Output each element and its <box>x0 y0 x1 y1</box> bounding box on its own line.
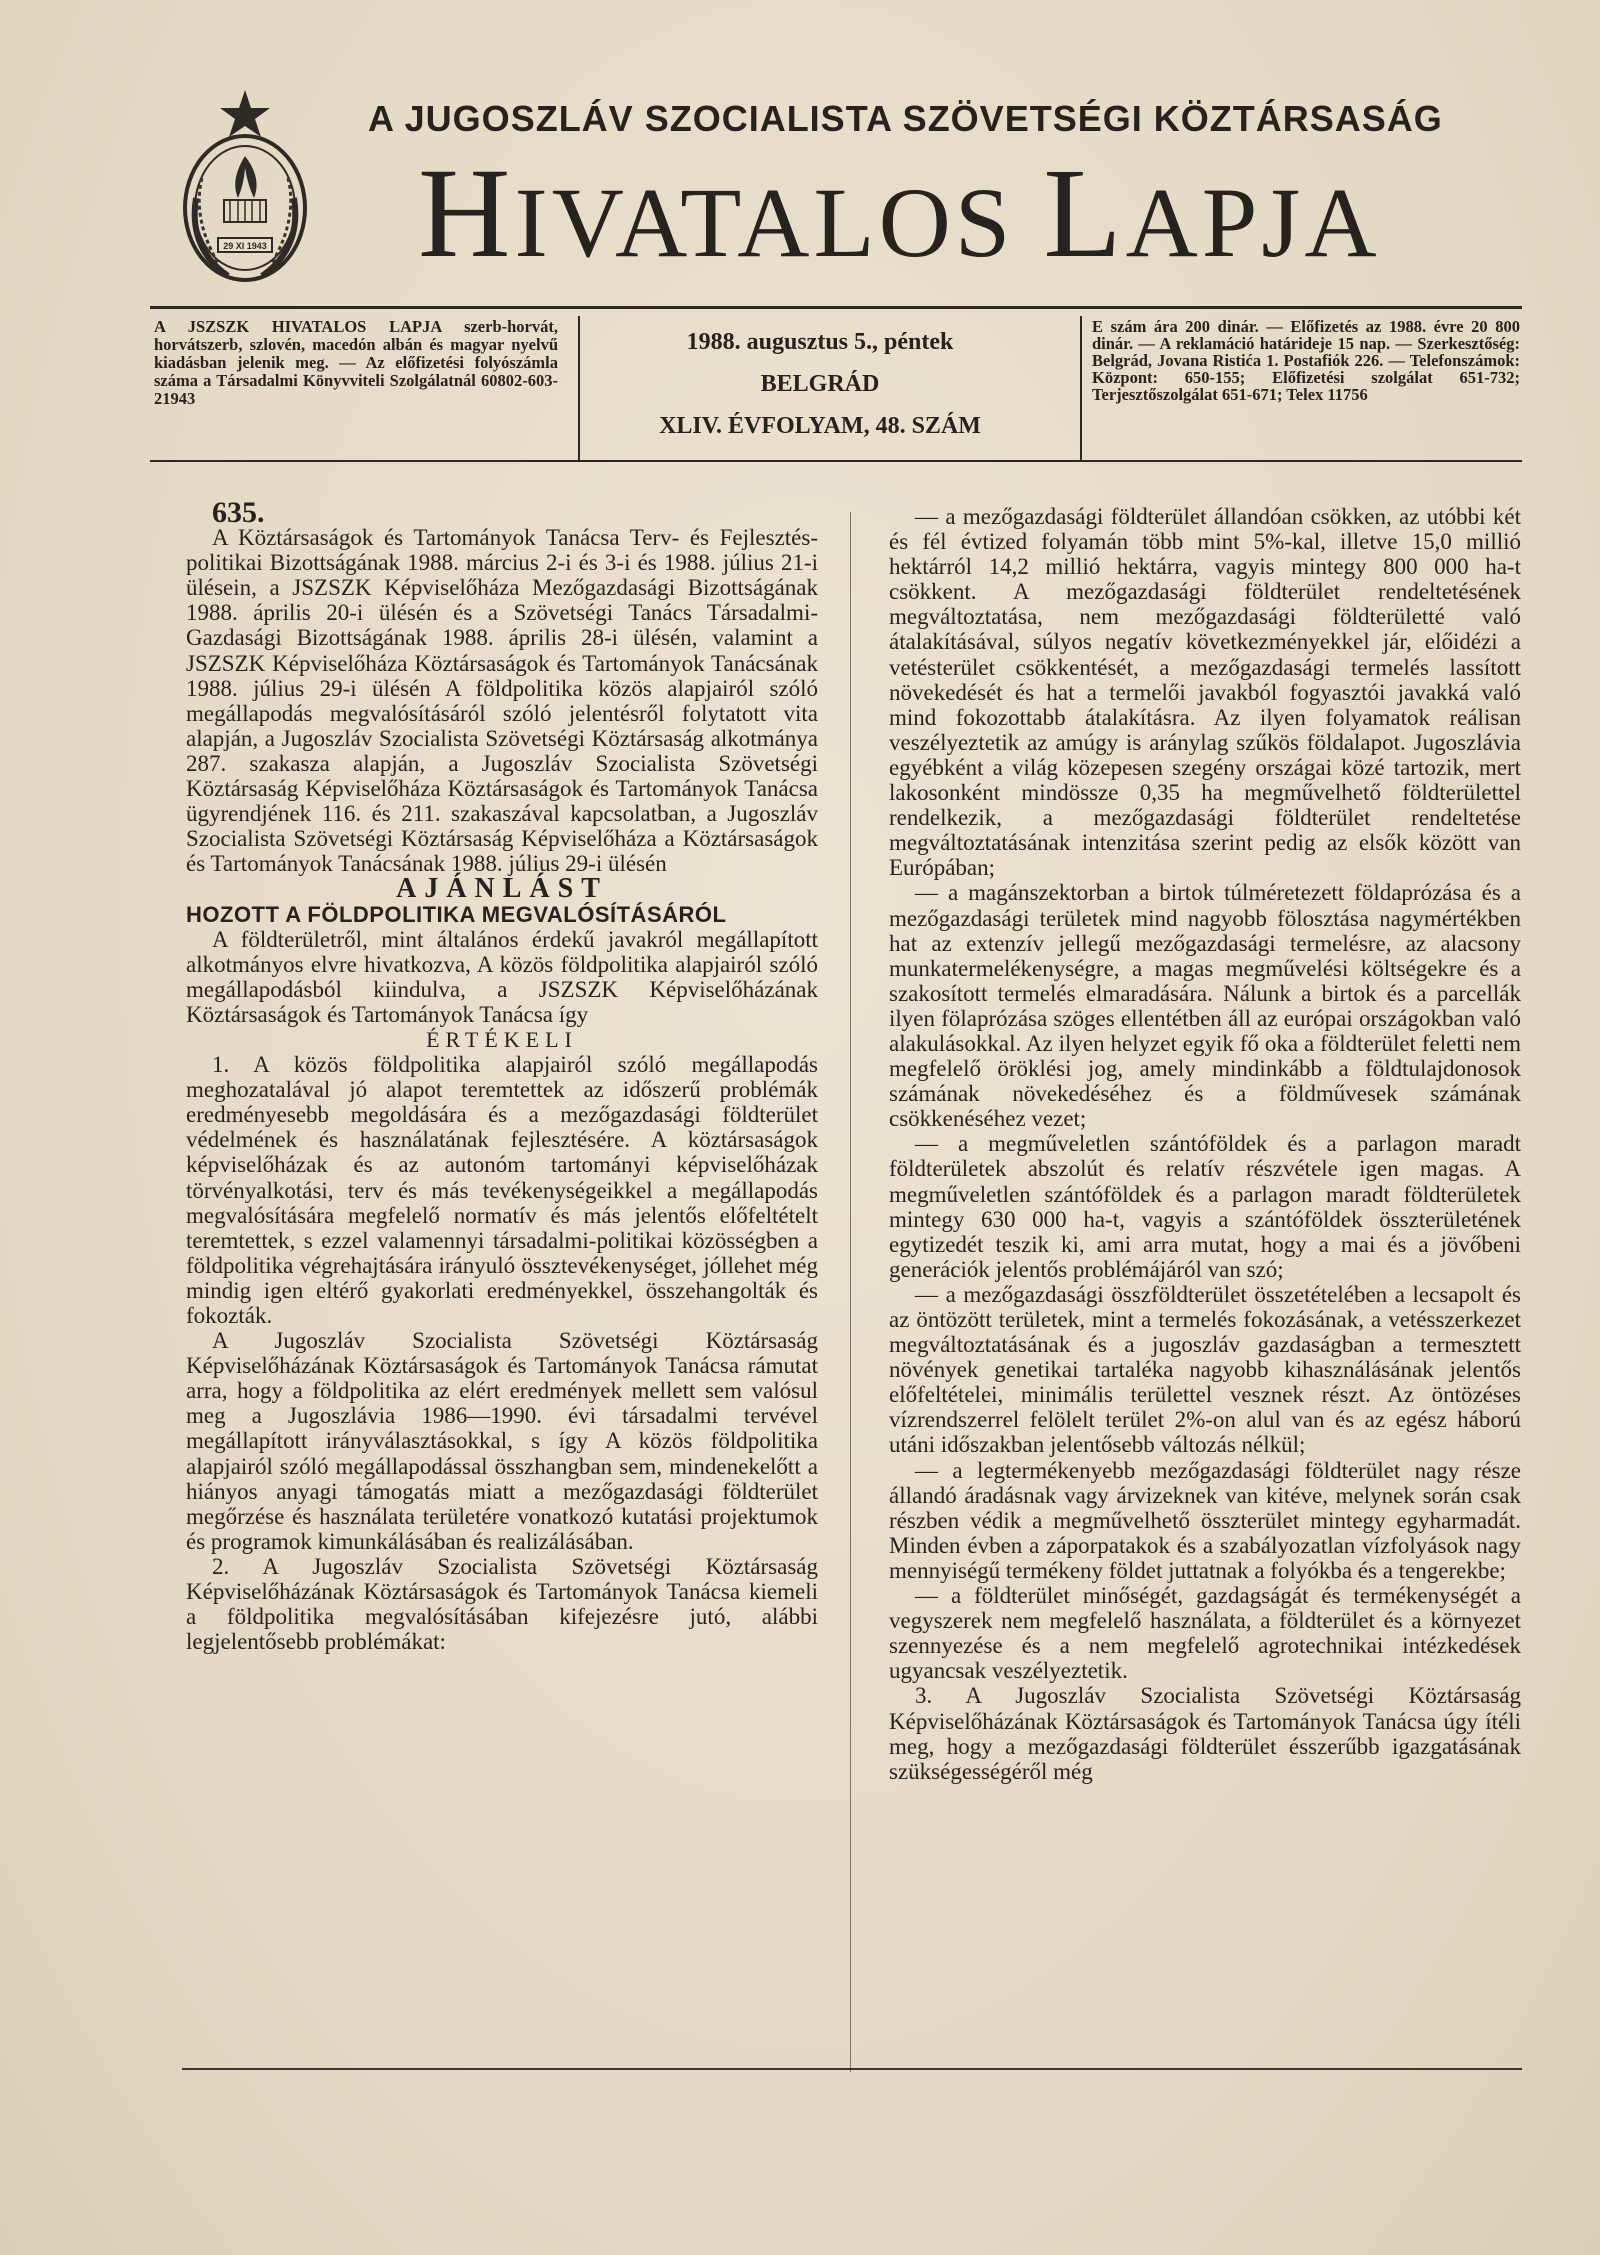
paragraph: 3. A Jugoszláv Szocialista Szövetségi Köztársaság Képviselőházának Köztársaságok és Tartományok Tanácsa úgy ítéli meg, hogy a mezőgazdasági földterület ésszerűbb igazgatásának szükségességéről még <box>889 1683 1521 1784</box>
paragraph: — a földterület minőségét, gazdagságát és termékenységét a vegyszerek nem megfelelő használata, a földterület és a környezet szennyezése és a nem megfelelő agrotechnikai intézkedések ugyancsak veszélyeztetik. <box>889 1583 1521 1684</box>
paragraph: 2. A Jugoszláv Szocialista Szövetségi Köztársaság Képviselőházának Köztársaságok és Tartományok Tanácsa kiemeli a földpolitika megvalósításában kifejezésre jutó, alábbi legjelentősebb problémákat: <box>186 1553 818 1655</box>
title-rest-2: APJA <box>1125 167 1381 278</box>
header-divider-right <box>1080 316 1082 460</box>
issue-city: BELGRÁD <box>760 371 880 397</box>
title-letter-h: H <box>418 142 515 284</box>
masthead-country-line: A JUGOSZLÁV SZOCIALISTA SZÖVETSÉGI KÖZTÁRSASÁG <box>368 98 1443 139</box>
emblem-date-label: 29 XI 1943 <box>223 241 267 251</box>
issue-info <box>580 330 1060 456</box>
title-letter-l: L <box>1043 142 1126 284</box>
right-column <box>889 504 1521 1784</box>
paragraph: — a mezőgazdasági összföldterület összetételében a lecsapolt és az öntözött területek, mint a termelés fokozásának, a vetésszerkezet megváltoztatásának és a jugoszláv gazdaságban a termesztett növények genetikai tartaléka nagyobb kihasználásának jelentős előfeltételei, minimális területtel vesznek részt. Az öntözéses vízrendszerrel felölelt terület 2%-on alul van és az egész háború utáni időszakban jelentősebb változás nélkül; <box>889 1281 1521 1458</box>
item-number: 635. <box>212 496 265 529</box>
heading-evaluates: ÉRTÉKELI <box>426 1026 578 1052</box>
issue-volume: XLIV. ÉVFOLYAM, 48. SZÁM <box>659 413 981 439</box>
issue-date: 1988. augusztus 5., péntek <box>686 329 954 355</box>
column-divider <box>850 512 851 2072</box>
publication-info: A JSZSZK HIVATALOS LAPJA szerb-horvát, horvátszerb, szlovén, macedón albán és magyar nyelvű kiadásban jelenik meg. — Az előfizetési folyószámla száma a Társadalmi Könyvviteli Szolgálatnál 60802-603-21943 <box>154 317 558 408</box>
paragraph: A Jugoszláv Szocialista Szövetségi Köztársaság Képviselőházának Köztársaságok és Tartományok Tanácsa rámutat arra, hogy a földpolitika az elért eredmények mellett sem valósul meg a Jugoszlávia 1986—1990. évi társadalmi tervével megállapított irányválasztásokkal, s így A közös földpolitika alapjairól szóló megállapodással összhangban sem, mindenekelőtt a hiányos anyagi támogatás miatt a mezőgazdasági földterület megőrzése és használata területére vonatkozó kutatási projektumok és programok kimunkálásában és realizálásában. <box>186 1328 818 1554</box>
title-rest-1: IVATALOS <box>514 167 1044 278</box>
heading-subject: HOZOTT A FÖLDPOLITIKA MEGVALÓSÍTÁSÁRÓL <box>186 901 727 927</box>
paragraph: — a mezőgazdasági földterület állandóan csökken, az utóbbi két és fél évtized folyamán több mint 5%-kal, illetve 15,0 millió hektárról 14,2 millió hektárra, vagyis mintegy 800 000 ha-t csökkent. A mezőgazdasági földterület rendeltetésének megváltoztatása, nem mezőgazdasági földterületté való átalakításával, súlyos negatív következményekkel jár, előidézi a vetésterület csökkentését, a mezőgazdasági termelés lassított növekedését és hat a termelői javakból fogyasztói javakká való mind fokozottabb átalakításra. Az ilyen folyamatok reálisan veszélyeztetik az amúgy is aránylag szűkös földalapot. Jugoszlávia egyébként a világ közepesen szegény országai közé tartozik, mert lakosonként mindössze 0,35 ha megművelhető földterülettel rendelkezik, a mezőgazdasági földterület rendeltetése megváltoztatásának intenzitása szerint pedig az elsők között van Európában; <box>889 504 1521 881</box>
paragraph: 1. A közös földpolitika alapjairól szóló megállapodás meghozatalával jó alapot teremtettek az időszerű problémák eredményesebb megoldására és a mezőgazdasági földterület védelmének és használatának fejlesztésére. A köztársaságok képviselőházak és az autonóm tartományi képviselőházak törvényalkotási, terv és más tevékenységeikkel a megállapodás megvalósítására megfelelő normatív és más jelentős előfeltételt teremtettek, s ezzel valamennyi társadalmi-politikai közösségben a földpolitika végrehajtására irányuló össztevékenységet, jóllehet még mindig igen eltérő gyakorlati eredményekkel, összehangolták és fokozták. <box>186 1052 818 1328</box>
intro-paragraph: A Köztársaságok és Tartományok Tanácsa Terv- és Fejlesztés-politikai Bizottságának 1988. március 2-i és 3-i és 1988. július 21-i ülésein, a JSZSZK Képviselőháza Mezőgazdasági Bizottságának 1988. április 20-i ülésén és a Szövetségi Tanács Társadalmi-Gazdasági Bizottságának 1988. április 28-i ülésén, valamint a JSZSZK Képviselőháza Köztársaságok és Tartományok Tanácsának 1988. július 29-i ülésén A földpolitika közös alapjairól szóló megállapodás megvalósításáról szóló jelentésről folytatott vita alapján, a Jugoszláv Szocialista Szövetségi Köztársaság alkotmánya 287. szakasza alapján, a Jugoszláv Szocialista Szövetségi Köztársaság Képviselőháza Köztársaságok és Tartományok Tanácsa ügyrendjének 116. és 211. szakaszával kapcsolatban, a Jugoszláv Szocialista Szövetségi Köztársaság Képviselőháza a Köztársaságok és Tartományok Tanácsának 1988. július 29-i ülésén <box>186 525 818 877</box>
paragraph: — a magánszektorban a birtok túlméretezett földaprózása és a mezőgazdasági területek mind nagyobb fölosztása nagymértékben hat az extenzív jellegű mezőgazdasági termelésre, az alacsony munkatermelékenységre, a magas megművelési költségekre és a szakosított termelés elmaradására. Nálunk a birtok és a parcellák ilyen fölaprózása szöges ellentétben áll az európai országokban való alakulásokkal. Az ilyen helyzet egyik fő oka a földterület feletti nem megfelelő öröklési jog, amely mindinkább a földtulajdonosok számának növekedéséhez és a földművesek számának csökkenéséhez vezet; <box>889 880 1521 1132</box>
heading-recommendation: AJÁNLÁST <box>396 873 608 905</box>
subscription-info: E szám ára 200 dinár. — Előfizetés az 1988. évre 20 800 dinár. — A reklamáció határideje 15 nap. — Szerkesztőség: Belgrád, Jovana Ristića 1. Postafiók 226. — Telefonszámok: Központ: 650-155; Előfizetési szolgálat 651-732; Terjesztőszolgálat 651-671; Telex 11756 <box>1092 317 1520 404</box>
left-column <box>186 496 818 1655</box>
state-emblem-icon <box>178 88 312 288</box>
header-rule-top <box>150 306 1522 309</box>
paragraph: — a legtermékenyebb mezőgazdasági földterület nagy része állandó áradásnak vagy árvizeknek van kitéve, melynek során csak részben védik a megművelhető összterület mintegy egyharmadát. Minden évben a záporpatakok és a szabályozatlan vízfolyások nagy mennyiségű termékeny földet juttatnak a folyókba és a tengerekbe; <box>889 1457 1521 1583</box>
paragraph: — a megműveletlen szántóföldek és a parlagon maradt földterületek abszolút és relatív részvétele igen magas. A megműveletlen szántóföldek és a parlagon maradt földterületek mintegy 630 000 ha-t, vagyis a szántóföldek összterületének egytizedét teszik ki, ami arra mutat, hogy a mai és a jövőbeni generációk jelentős problémájáról van szó; <box>889 1131 1521 1282</box>
footer-rule <box>182 2068 1522 2070</box>
header-rule-bottom <box>150 460 1522 462</box>
masthead-title <box>418 138 1498 298</box>
paragraph: A földterületről, mint általános érdekű javakról megállapított alkotmányos elvre hivatkozva, A közös földpolitika alapjairól szóló megállapodásból kiindulva, a JSZSZK Képviselőházának Köztársaságok és Tartományok Tanácsa így <box>186 926 818 1027</box>
